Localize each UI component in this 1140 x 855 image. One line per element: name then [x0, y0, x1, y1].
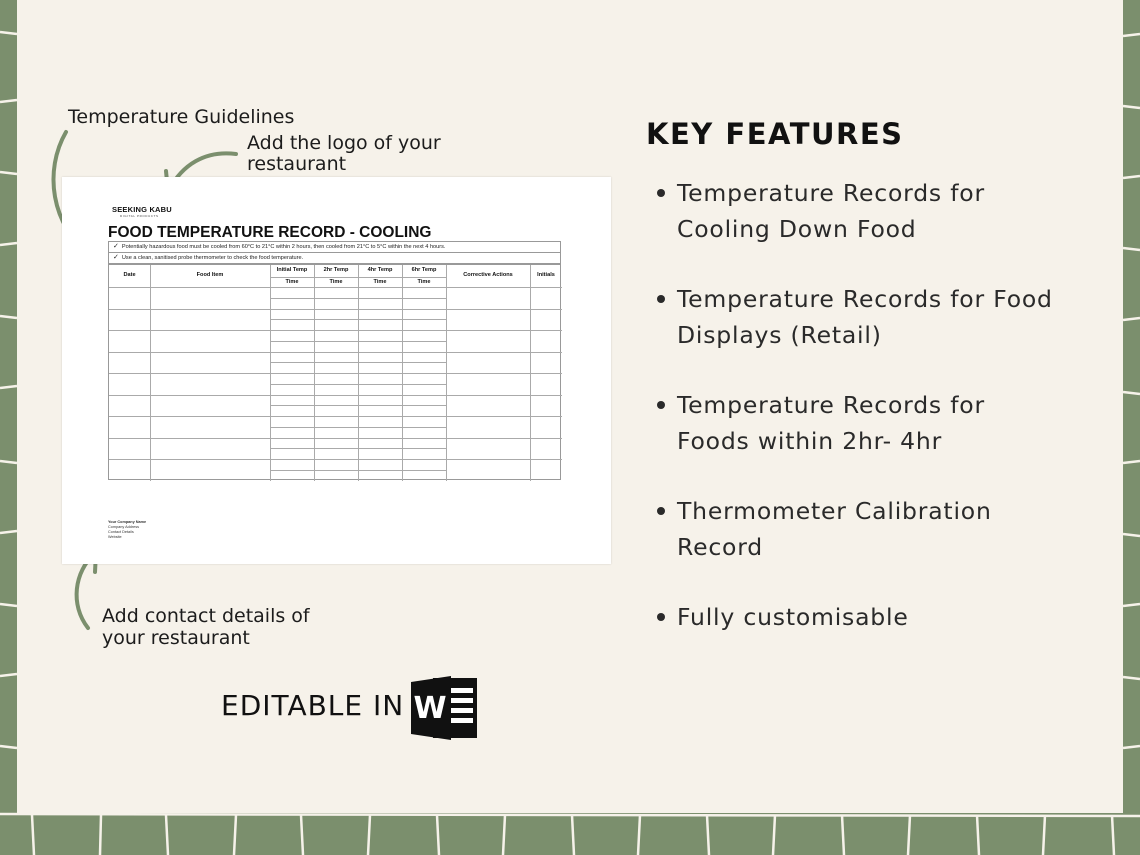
column-subheader-time: Time [285, 279, 299, 285]
company-details [108, 520, 146, 540]
word-icon [411, 674, 479, 742]
svg-text:W: W [413, 691, 447, 726]
table-subrow-divider [270, 427, 446, 428]
column-subheader-time: Time [329, 279, 343, 285]
temperature-guidelines [108, 241, 561, 264]
callout-logo-line2: restaurant [247, 153, 347, 175]
check-icon: ✓ [113, 254, 119, 261]
column-header-6hr-temp: 6hr Temp [411, 267, 437, 273]
key-features-title: KEY FEATURES [646, 117, 904, 151]
guideline-row: ✓ Use a clean, sanitised probe thermometer to check the food temperature. [109, 253, 560, 264]
feature-item: Temperature Records for Food Displays (Retail) [657, 282, 1077, 353]
company-name: Your Company Name [108, 520, 147, 524]
column-header-initials: Initials [537, 272, 555, 278]
check-icon: ✓ [113, 243, 119, 250]
table-subrow-divider [270, 384, 446, 385]
column-subheader-time: Time [373, 279, 387, 285]
column-header-initial-temp: Initial Temp [276, 267, 308, 273]
table-subrow-divider [270, 448, 446, 449]
bullet-icon [657, 295, 665, 303]
table-subrow-divider [270, 405, 446, 406]
column-header-food-item: Food Item [196, 272, 224, 278]
callout-temperature-guidelines: Temperature Guidelines [68, 106, 295, 128]
editable-in-label: EDITABLE IN [221, 689, 405, 722]
table-subrow-divider [270, 319, 446, 320]
table-row-divider [109, 395, 562, 396]
column-header-corrective-actions: Corrective Actions [463, 272, 513, 278]
record-table [108, 264, 561, 480]
table-row-divider [109, 459, 562, 460]
table-subrow-divider [270, 341, 446, 342]
table-subrow-divider [270, 298, 446, 299]
restaurant-logo: SEEKING KABU [112, 205, 172, 214]
callout-logo-line1: Add the logo of your [247, 132, 441, 154]
feature-item: Fully customisable [657, 600, 1077, 636]
table-row-divider [109, 352, 562, 353]
table-row-divider [109, 330, 562, 331]
column-header-2hr-temp: 2hr Temp [323, 267, 349, 273]
company-website: Website [108, 535, 122, 539]
callout-contact-line2: your restaurant [102, 627, 250, 649]
bullet-icon [657, 401, 665, 409]
column-header-4hr-temp: 4hr Temp [367, 267, 393, 273]
table-row-divider [109, 373, 562, 374]
guideline-row: ✓ Potentially hazardous food must be cooled from 60°C to 21°C within 2 hours, then cooled from 21°C to 5°C within the next 4 hours. [109, 242, 560, 253]
company-address: Company Address [108, 525, 140, 529]
bullet-icon [657, 189, 665, 197]
document-title: FOOD TEMPERATURE RECORD - COOLING [108, 224, 432, 241]
table-row-divider [109, 416, 562, 417]
company-contact: Contact Details [108, 530, 134, 534]
callout-contact-line1: Add contact details of [102, 605, 310, 627]
feature-item: Thermometer Calibration Record [657, 494, 1077, 565]
column-subheader-time: Time [417, 279, 431, 285]
feature-item: Temperature Records for Cooling Down Food [657, 176, 1077, 247]
table-row-divider [109, 309, 562, 310]
table-subrow-divider [270, 362, 446, 363]
document-preview [62, 177, 611, 564]
feature-item: Temperature Records for Foods within 2hr- 4hr [657, 388, 1077, 459]
column-header-date: Date [123, 272, 136, 278]
table-row-divider [109, 438, 562, 439]
bullet-icon [657, 613, 665, 621]
table-subrow-divider [270, 470, 446, 471]
restaurant-logo-subtext: DIGITAL PRODUCTS [120, 214, 159, 218]
bullet-icon [657, 507, 665, 515]
